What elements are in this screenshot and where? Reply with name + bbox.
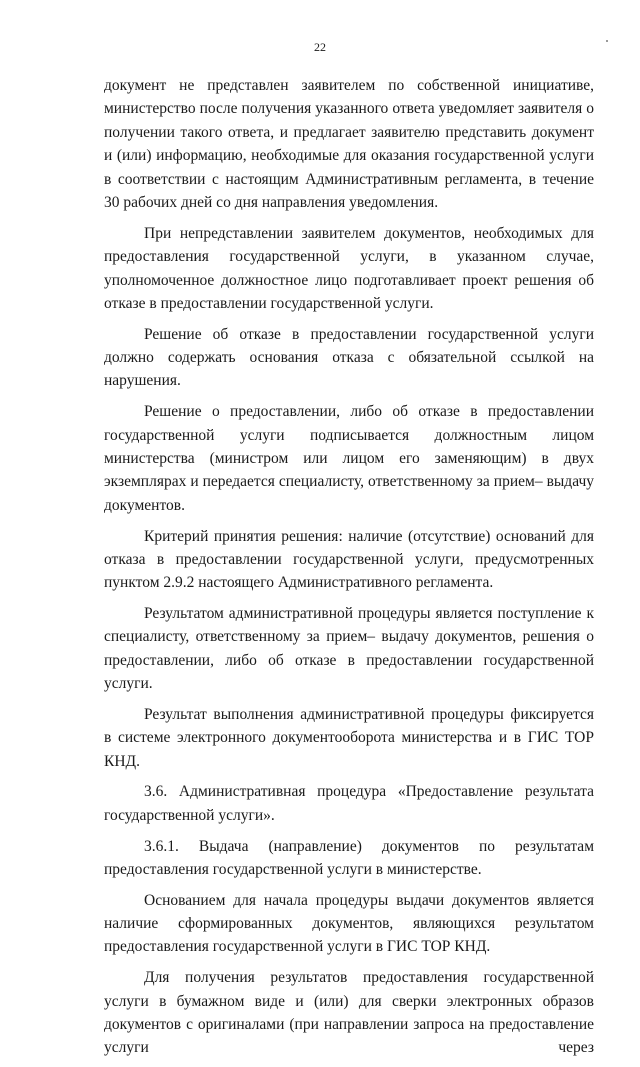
section-3-6-heading: 3.6. Административная процедура «Предоставление результата государственной услуги». bbox=[104, 783, 594, 824]
paragraph-result-recording: Результат выполнения административной процедуры фиксируется в системе электронного документооборота министерства и в ГИС ТОР КНД. bbox=[104, 705, 594, 770]
document-body bbox=[104, 74, 594, 1067]
paragraph-issuance-basis: Основанием для начала процедуры выдачи документов является наличие сформированных документов, являющихся результатом предоставления государственной услуги в ГИС ТОР КНД. bbox=[104, 891, 594, 956]
page-number: 22 bbox=[314, 40, 326, 54]
scan-speck bbox=[606, 40, 608, 42]
paragraph-procedure-result: Результатом административной процедуры является поступление к специалисту, ответственному за прием– выдачу документов, решения о предоставлении, либо об отказе в предоставлении государственной услуги. bbox=[104, 605, 594, 693]
paragraph-decision-criterion: Критерий принятия решения: наличие (отсутствие) оснований для отказа в предоставлении государственной услуги, предусмотренных пунктом 2.9.2 настоящего Административного регламента. bbox=[104, 527, 594, 592]
paragraph-paper-results: Для получения результатов предоставления государственной услуги в бумажном виде и (или) для сверки электронных образов документов с оригиналами (при направлении запроса на предоставление услуги через bbox=[104, 969, 594, 1057]
paragraph-non-submission: При непредставлении заявителем документов, необходимых для предоставления государственной услуги, в указанном случае, уполномоченное должностное лицо подготавливает проект решения об отказе в предоставлении государственной услуги. bbox=[104, 224, 594, 312]
paragraph-decision-signing: Решение о предоставлении, либо об отказе в предоставлении государственной услуги подписывается должностным лицом министерства (министром или лицом его заменяющим) в двух экземплярах и передается специалисту, ответственному за прием– выдачу документов. bbox=[104, 403, 594, 514]
section-3-6-1-heading: 3.6.1. Выдача (направление) документов по результатам предоставления государственной услуги в министерстве. bbox=[104, 837, 594, 878]
paragraph-refusal-grounds: Решение об отказе в предоставлении государственной услуги должно содержать основания отказа с обязательной ссылкой на нарушения. bbox=[104, 325, 594, 390]
paragraph-1-continued: документ не представлен заявителем по собственной инициативе, министерство после получения указанного ответа уведомляет заявителя о получении такого ответа, и предлагает заявителю представить документ и (или) информацию, необходимые для оказания государственной услуги в соответствии с настоящим Административным регламента, в течение 30 рабочих дней со дня направления уведомления. bbox=[104, 77, 594, 212]
